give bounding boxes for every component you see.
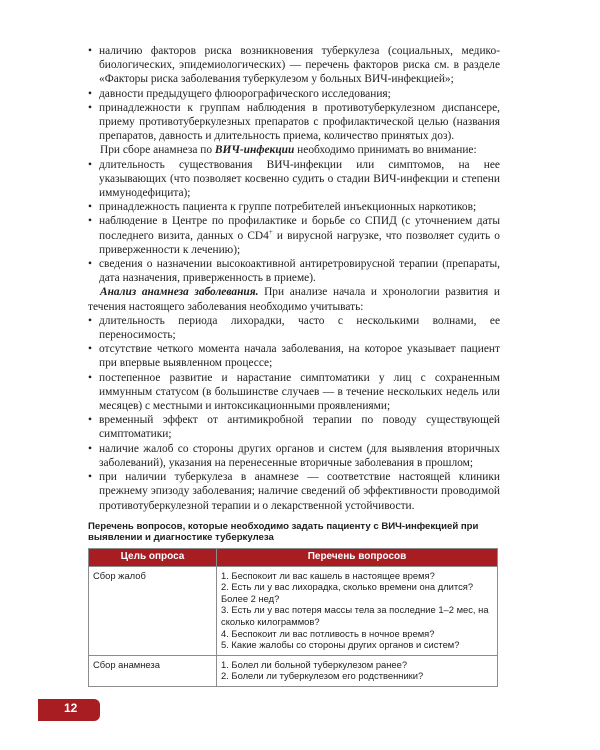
disease-emphasis: Анализ анамнеза заболевания. [100, 286, 259, 299]
question-item: 4. Беспокоит ли вас потливость в ночное время? [221, 627, 435, 639]
list-item-text: длительность существования ВИЧ-инфекции или симптомов, на нее указывающих (что позволяет косвенно судить о стадии ВИЧ-инфекции и степени иммунодефицита); [99, 158, 500, 200]
table-cell-questions [217, 566, 498, 655]
list-item-text: сведения о назначении высокоактивной антиретровирусной терапии (препараты, дата назначения, приверженность в приеме). [99, 258, 500, 285]
table-header-row [89, 548, 498, 566]
table-row [89, 655, 498, 686]
bullet: • [88, 258, 92, 271]
column-header-goal: Цель опроса [89, 548, 217, 566]
question-item: 2. Болели ли туберкулезом его родственники? [221, 670, 424, 682]
list-item [88, 158, 500, 201]
disease-list [88, 314, 500, 513]
risk-list [88, 44, 500, 143]
question-item: 1. Болел ли больной туберкулезом ранее? [221, 658, 408, 670]
disease-intro-paragraph: Анализ анамнеза заболевания. При анализе начала и хронологии развития и течения настоящего заболевания необходимо учитывать: [88, 286, 500, 313]
bullet: • [88, 314, 92, 327]
list-item [88, 314, 500, 342]
list-item [88, 44, 500, 87]
list-item [88, 87, 500, 101]
question-item: 2. Есть ли у вас лихорадка, сколько времени она длится? Более 2 нед? [221, 581, 474, 604]
list-item-text: при наличии туберкулеза в анамнезе — соответствие настоящей клиники прежнему эпизоду заболевания; наличие сведений об эффективности проводимой противотуберкулезной терапии и о лекарственной устойчивости. [99, 471, 500, 512]
list-item [88, 200, 500, 214]
list-item [88, 101, 500, 144]
bullet: • [88, 45, 92, 57]
bullet: • [88, 471, 92, 484]
list-item-text: временный эффект от антимикробной терапии по поводу существующей симптоматики; [99, 414, 500, 441]
list-item: • наблюдение в Центре по профилактике и борьбе со СПИД (с уточнением даты последнего визита, данных о CD4+ и вирусной нагрузке, что позволяет судить о приверженности к лечению); [88, 215, 500, 256]
bullet: • [88, 215, 92, 228]
list-item [88, 442, 500, 470]
bullet: • [88, 87, 92, 100]
table-cell-goal: Сбор анамнеза [89, 655, 217, 686]
list-item-text: наличие жалоб со стороны других органов и систем (для выявления вторичных заболеваний), указания на перенесенные вторичные заболевания в прошлом; [99, 442, 500, 469]
list-item [88, 257, 500, 285]
bullet: • [88, 101, 92, 114]
list-item-text: длительность периода лихорадки, часто с несколькими волнами, ее переносимость; [99, 314, 500, 342]
list-item [88, 413, 500, 441]
bullet: • [88, 158, 92, 171]
list-item-text: принадлежность пациента к группе потребителей инъекционных наркотиков; [99, 201, 477, 214]
list-item [88, 470, 500, 513]
list-item-text: давности предыдущего флюорографического исследования; [99, 87, 391, 100]
list-item-text: принадлежности к группам наблюдения в противотуберкулезном диспансере, приему противотуберкулезных препаратов с профилактической целью (названия препаратов, давность и длительность приема, количество принятых доз). [99, 101, 500, 143]
list-item [88, 342, 500, 370]
table-caption: Перечень вопросов, которые необходимо задать пациенту с ВИЧ-инфекцией при выявлении и диагностике туберкулеза [88, 520, 479, 544]
bullet: • [88, 442, 92, 455]
column-header-questions: Перечень вопросов [217, 548, 498, 566]
bullet: • [88, 371, 92, 384]
table-cell-goal: Сбор жалоб [89, 566, 217, 655]
hiv-intro-paragraph: При сборе анамнеза по ВИЧ-инфекции необходимо принимать во внимание: [100, 144, 477, 157]
question-item: 1. Беспокоит ли вас кашель в настоящее время? [221, 569, 435, 581]
hiv-list [88, 158, 500, 286]
list-item [88, 371, 500, 414]
hiv-emphasis: ВИЧ-инфекции [214, 144, 295, 157]
list-item-text: отсутствие четкого момента начала заболевания, на которое указывает пациент при впервые выявленном процессе; [99, 343, 500, 370]
page-number: 12 [64, 701, 78, 715]
bullet: • [88, 414, 92, 427]
page-content [88, 44, 500, 687]
questions-table [88, 548, 498, 687]
superscript: + [268, 227, 273, 236]
question-item: 3. Есть ли у вас потеря массы тела за последние 1–2 мес, на сколько килограммов? [221, 604, 489, 628]
list-item-text: постепенное развитие и нарастание симптоматики у лиц с сохраненным иммунным статусом (в большинстве случаев — в течение нескольких недель или месяцев) с местными и интоксикационными проявлениями; [99, 371, 500, 413]
table-cell-questions [217, 655, 498, 686]
question-item: 5. Какие жалобы со стороны других органов и систем? [221, 639, 460, 651]
table-row [89, 566, 498, 655]
bullet: • [88, 343, 92, 356]
bullet: • [88, 201, 92, 214]
list-item-text: наличию факторов риска возникновения туберкулеза (социальных, медико-биологических, эпидемиологических) — перечень факторов риска см. в разделе «Факторы риска заболевания туберкулезом у больных ВИЧ-инфекцией»; [99, 45, 500, 86]
